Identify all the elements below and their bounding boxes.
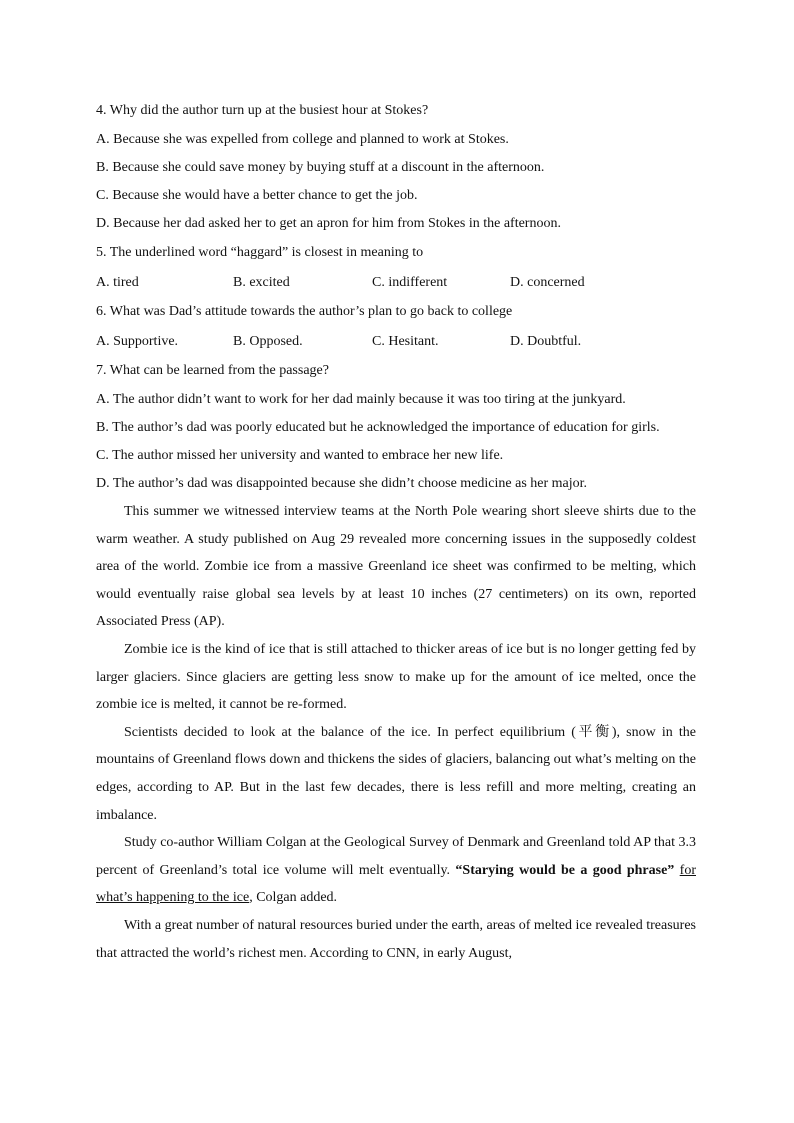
question-7-stem: 7. What can be learned from the passage? — [96, 363, 329, 378]
document-page — [96, 96, 696, 967]
passage-paragraph-3: Scientists decided to look at the balance of the ice. In perfect equilibrium (平衡), snow in the mountains of Greenland flows down and thickens the sides of glaciers, balancing out what’s melting on the edges, according to AP. But in the last few decades, there is less refill and more melting, creating an imbalance. — [96, 724, 696, 823]
passage-paragraph-1: This summer we witnessed interview teams at the North Pole wearing short sleeve shirts due to the warm weather. A study published on Aug 29 revealed more concerning issues in the supposedly coldest area of the world. Zombie ice from a massive Greenland ice sheet was confirmed to be melting, which would eventually raise global sea levels by at least 10 inches (27 centimeters) on its own, reported Associated Press (AP). — [96, 504, 696, 630]
question-4-stem: 4. Why did the author turn up at the busiest hour at Stokes? — [96, 103, 429, 118]
passage-paragraph-5: With a great number of natural resources buried under the earth, areas of melted ice revealed treasures that attracted the world’s richest men. According to CNN, in early August, — [96, 917, 696, 961]
question-6-options — [96, 327, 696, 356]
passage-paragraph-4 — [96, 829, 696, 912]
question-6-stem: 6. What was Dad’s attitude towards the author’s plan to go back to college — [96, 304, 513, 319]
question-6-option-d: D. Doubtful. — [510, 334, 582, 349]
question-5-option-a: A. tired — [96, 275, 139, 290]
paragraph-4-bold-quote: “Starying would be a good phrase” — [455, 862, 675, 878]
question-6-option-c: C. Hesitant. — [372, 334, 439, 349]
question-5-option-b: B. excited — [233, 275, 290, 290]
question-4-option-c: C. Because she would have a better chance to get the job. — [96, 188, 418, 203]
paragraph-4-underlined-phrase: for what’s happening to the ice — [96, 862, 696, 906]
question-7-option-c: C. The author missed her university and wanted to embrace her new life. — [96, 448, 504, 463]
question-5-stem: 5. The underlined word “haggard” is closest in meaning to — [96, 245, 424, 260]
question-7-option-a: A. The author didn’t want to work for her dad mainly because it was too tiring at the junkyard. — [96, 392, 626, 407]
question-4-option-a: A. Because she was expelled from college and planned to work at Stokes. — [96, 132, 509, 147]
question-4-option-d: D. Because her dad asked her to get an apron for him from Stokes in the afternoon. — [96, 216, 561, 231]
paragraph-4-text-after: , Colgan added. — [249, 890, 338, 906]
question-4-option-b: B. Because she could save money by buying stuff at a discount in the afternoon. — [96, 160, 545, 175]
question-5-option-c: C. indifferent — [372, 275, 448, 290]
question-5-option-d: D. concerned — [510, 275, 585, 290]
question-6-option-b: B. Opposed. — [233, 334, 303, 349]
question-6-option-a: A. Supportive. — [96, 334, 179, 349]
paragraph-4-text-before: Study co-author William Colgan at the Geological Survey of Denmark and Greenland told AP that 3.3 percent of Greenland’s total ice volume will melt eventually. — [96, 835, 696, 878]
question-7-option-b: B. The author’s dad was poorly educated but he acknowledged the importance of education for girls. — [96, 420, 660, 435]
question-7-option-d: D. The author’s dad was disappointed because she didn’t choose medicine as her major. — [96, 476, 588, 491]
question-5-options — [96, 268, 696, 297]
passage-paragraph-2: Zombie ice is the kind of ice that is still attached to thicker areas of ice but is no longer getting fed by larger glaciers. Since glaciers are getting less snow to make up for the amount of ice melted, once the zombie ice is melted, it cannot be re-formed. — [96, 641, 696, 713]
